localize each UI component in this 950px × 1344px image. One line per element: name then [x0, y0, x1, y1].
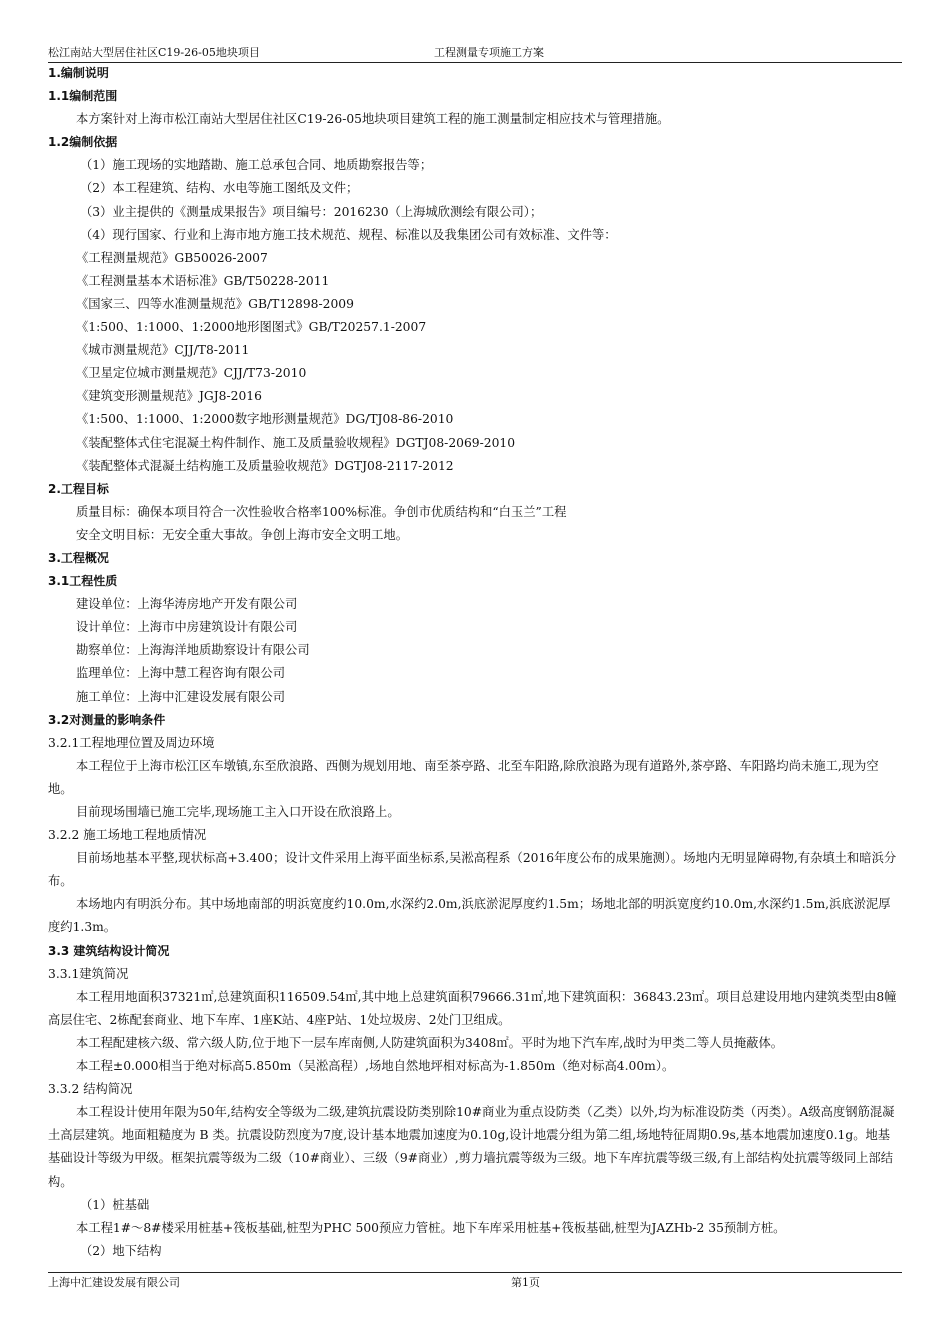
body-line: 本工程1#～8#楼采用桩基+筏板基础,桩型为PHC 500预应力管桩。地下车库采用桩基+筏板基础,桩型为JAZHb-2 35预制方桩。 — [76, 1220, 786, 1235]
body-line: 监理单位：上海中慧工程咨询有限公司 — [76, 666, 286, 681]
body-line: 本场地内有明浜分布。其中场地南部的明浜宽度约10.0m,水深约2.0m,浜底淤泥厚度约1.5m；场地北部的明浜宽度约10.0m,水深约1.5m,浜底淤泥厚度约1.3m。 — [48, 897, 891, 935]
document-body — [48, 62, 902, 1263]
body-line: 3.2.2 施工场地工程地质情况 — [48, 828, 207, 843]
body-line: （2）本工程建筑、结构、水电等施工图纸及文件； — [80, 181, 359, 196]
footer-page-number: 第1页 — [511, 1276, 540, 1289]
section-heading: 1.编制说明 — [48, 66, 109, 80]
body-line: （3）业主提供的《测量成果报告》项目编号：2016230（上海城欣测绘有限公司）； — [80, 204, 543, 219]
body-line: 《城市测量规范》CJJ/T8-2011 — [76, 343, 250, 358]
body-line: （4）现行国家、行业和上海市地方施工技术规范、规程、标准以及我集团公司有效标准、文件等： — [80, 227, 617, 242]
body-line: 建设单位：上海华涛房地产开发有限公司 — [76, 597, 298, 612]
body-line: 本工程设计使用年限为50年,结构安全等级为二级,建筑抗震设防类别除10#商业为重点设防类（乙类）以外,均为标准设防类（丙类）。A级高度钢筋混凝土高层建筑。地面粗糙度为 B 类。抗震设防烈度为7度,设计基本地震加速度为0.10g,设计地震分组为第二组,场地特征周期0.9s,基本地震加速度0.1g。地基基础设计等级为甲级。框架抗震等级为二级（10#商业）、三级（9#商业）,剪力墙抗震等级为三级。地下车库抗震等级三级,有上部结构处抗震等级同上部结构。 — [48, 1105, 895, 1189]
section-heading: 1.2编制依据 — [48, 135, 118, 150]
body-line: 目前场地基本平整,现状标高+3.400；设计文件采用上海平面坐标系,吴淞高程系（2016年度公布的成果施测）。场地内无明显障碍物,有杂填土和暗浜分布。 — [48, 851, 897, 889]
body-line: 《国家三、四等水准测量规范》GB/T12898-2009 — [76, 296, 354, 311]
body-line: 安全文明目标：无安全重大事故。争创上海市安全文明工地。 — [76, 527, 409, 542]
section-heading: 3.2对测量的影响条件 — [48, 712, 166, 727]
body-line: 3.3.1建筑简况 — [48, 966, 129, 981]
body-line: 勘察单位：上海海洋地质勘察设计有限公司 — [76, 643, 310, 658]
section-heading: 1.1编制范围 — [48, 89, 118, 104]
section-heading: 2.工程目标 — [48, 481, 109, 496]
body-line: 本工程±0.000相当于绝对标高5.850m（吴淞高程）,场地自然地坪相对标高为-1.850m（绝对标高4.00m）。 — [76, 1059, 675, 1074]
body-line: 本方案针对上海市松江南站大型居住社区C19-26-05地块项目建筑工程的施工测量制定相应技术与管理措施。 — [76, 112, 670, 127]
section-heading: 3.工程概况 — [48, 550, 109, 565]
body-line: 设计单位：上海市中房建筑设计有限公司 — [76, 620, 298, 635]
page-footer — [48, 1272, 902, 1289]
body-line: （2）地下结构 — [80, 1243, 162, 1258]
section-heading: 3.1工程性质 — [48, 574, 118, 589]
body-line: 《装配整体式混凝土结构施工及质量验收规范》DGTJ08-2117-2012 — [76, 458, 454, 473]
body-line: 目前现场围墙已施工完毕,现场施工主入口开设在欣浪路上。 — [76, 805, 400, 819]
body-line: 3.3.2 结构简况 — [48, 1082, 133, 1097]
body-line: 施工单位：上海中汇建设发展有限公司 — [76, 689, 286, 704]
body-line: （1）施工现场的实地踏勘、施工总承包合同、地质勘察报告等； — [80, 158, 433, 173]
body-line: 《卫星定位城市测量规范》CJJ/T73-2010 — [76, 366, 307, 381]
body-line: 《装配整体式住宅混凝土构件制作、施工及质量验收规程》DGTJ08-2069-2010 — [76, 435, 516, 450]
body-line: 本工程用地面积37321㎡,总建筑面积116509.54㎡,其中地上总建筑面积79666.31㎡,地下建筑面积：36843.23㎡。项目总建设用地内建筑类型由8幢高层住宅、2栋配套商业、地下车库、1座K站、4座P站、1处垃圾房、2处门卫组成。 — [48, 989, 897, 1027]
body-line: 《1:500、1:1000、1:2000地形图图式》GB/T20257.1-2007 — [76, 320, 427, 335]
body-line: 本工程位于上海市松江区车墩镇,东至欣浪路、西侧为规划用地、南至茶亭路、北至车阳路,除欣浪路为现有道路外,茶亭路、车阳路均尚未施工,现为空地。 — [48, 758, 879, 796]
body-line: 质量目标：确保本项目符合一次性验收合格率100%标准。争创市优质结构和“白玉兰”工程 — [76, 504, 567, 519]
section-heading: 3.3 建筑结构设计简况 — [48, 943, 170, 958]
body-line: 本工程配建核六级、常六级人防,位于地下一层车库南侧,人防建筑面积为3408㎡。平时为地下汽车库,战时为甲类二等人员掩蔽体。 — [76, 1035, 784, 1050]
body-line: （1）桩基础 — [80, 1197, 150, 1212]
body-line: 《工程测量基本术语标准》GB/T50228-2011 — [76, 273, 330, 288]
body-line: 《工程测量规范》GB50026-2007 — [76, 250, 268, 265]
header-project-name: 松江南站大型居住社区C19-26-05地块项目 — [48, 46, 260, 59]
body-line: 3.2.1工程地理位置及周边环境 — [48, 735, 215, 750]
header-document-title: 工程测量专项施工方案 — [434, 46, 544, 59]
body-line: 《1:500、1:1000、1:2000数字地形测量规范》DG/TJ08-86-2010 — [76, 412, 454, 427]
page-header — [48, 46, 902, 63]
body-line: 《建筑变形测量规范》JGJ8-2016 — [76, 389, 262, 404]
footer-company: 上海中汇建设发展有限公司 — [48, 1276, 180, 1289]
